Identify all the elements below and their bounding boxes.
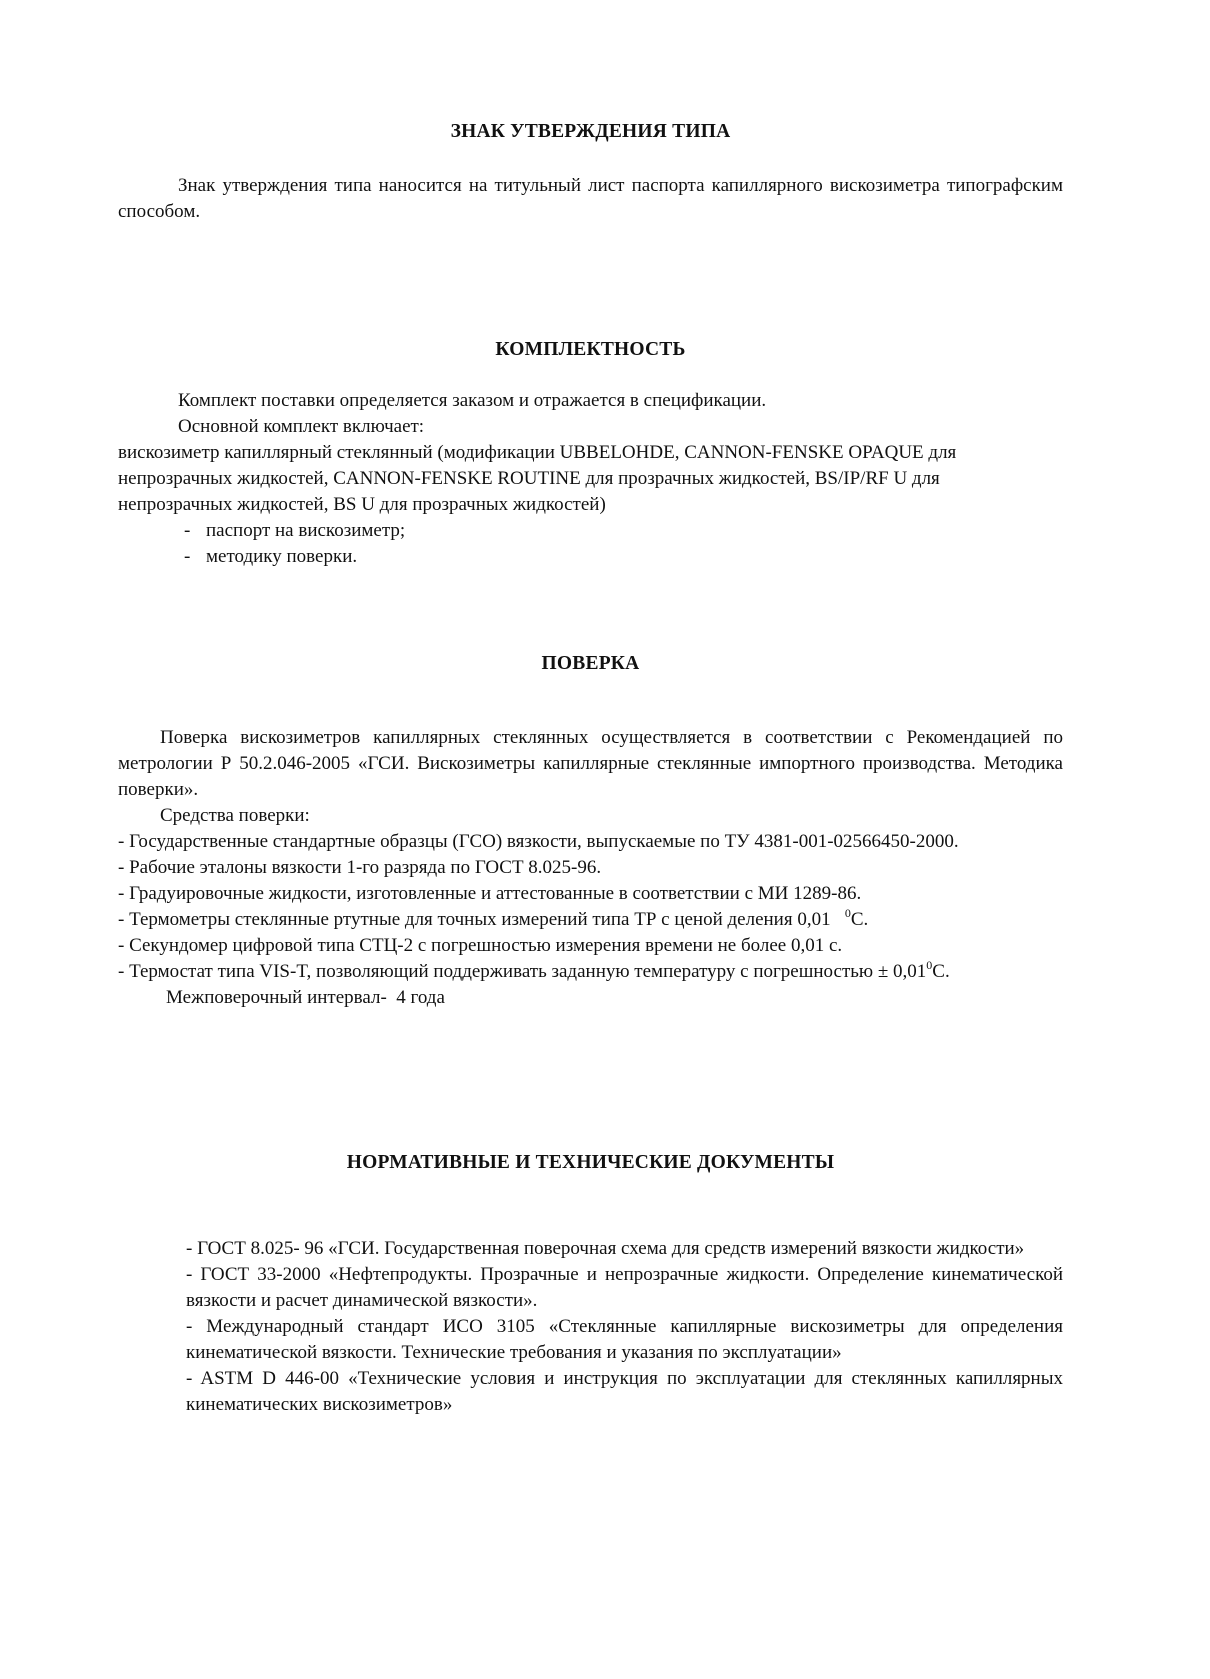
heading-completeness: КОМПЛЕКТНОСТЬ — [495, 339, 686, 360]
thermometer-unit: С. — [850, 909, 869, 930]
verification-interval: Межповерочный интервал- 4 года — [166, 987, 445, 1008]
degree-superscript: 0 — [926, 958, 933, 972]
completeness-line-order: Комплект поставки определяется заказом и отражается в спецификации. — [178, 390, 767, 411]
verification-means-calibration-liquids: - Градуировочные жидкости, изготовленные и аттестованные в соответствии с МИ 1289-86. — [118, 883, 862, 904]
heading-type-approval-mark: ЗНАК УТВЕРЖДЕНИЯ ТИПА — [450, 121, 731, 142]
normative-doc-astm-d446: - ASTM D 446-00 «Технические условия и инструкция по эксплуатации для стеклянных капиллярных кинематических вискозиметров» — [186, 1368, 1063, 1415]
normative-doc-gost-8-025: - ГОСТ 8.025- 96 «ГСИ. Государственная поверочная схема для средств измерений вязкости жидкости» — [186, 1238, 1025, 1259]
normative-doc-iso-3105: - Международный стандарт ИСО 3105 «Стеклянные капиллярные вискозиметры для определения кинематической вязкости. Технические требования и указания по эксплуатации» — [186, 1316, 1063, 1363]
section-type-approval-mark — [118, 173, 1063, 225]
heading-normative-documents: НОРМАТИВНЫЕ И ТЕХНИЧЕСКИЕ ДОКУМЕНТЫ — [346, 1152, 835, 1173]
verification-means-thermostat — [118, 959, 1063, 985]
completeness-item-method-text: методику поверки. — [206, 546, 358, 567]
thermometers-text: - Термометры стеклянные ртутные для точных измерений типа ТР с ценой деления 0,01 — [118, 909, 831, 930]
verification-means-stopwatch: - Секундомер цифровой типа СТЦ-2 с погрешностью измерения времени не более 0,01 с. — [118, 935, 843, 956]
thermostat-unit: С. — [932, 961, 950, 982]
bullet-dash: - — [184, 520, 191, 541]
verification-paragraph: Поверка вискозиметров капиллярных стеклянных осуществляется в соответствии с Рекомендацией по метрологии Р 50.2.046-2005 «ГСИ. Вискозиметры капиллярные стеклянные импортного производства. Методика поверки». — [118, 727, 1063, 800]
type-mark-paragraph: Знак утверждения типа наносится на титульный лист паспорта капиллярного вискозиметра типографским способом. — [118, 175, 1063, 222]
completeness-line-viscometer: вискозиметр капиллярный стеклянный (модификации UBBELOHDE, CANNON-FENSKE OPAQUE для непрозрачных жидкостей, CANNON-FENSKE ROUTINE для прозрачных жидкостей, BS/IP/RF U для непрозрачных жидкостей, BS U для прозрачных жидкостей) — [118, 442, 957, 515]
section-normative-documents — [186, 1236, 1063, 1418]
normative-doc-gost-33: - ГОСТ 33-2000 «Нефтепродукты. Прозрачные и непрозрачные жидкости. Определение кинематической вязкости и расчет динамической вязкости». — [186, 1264, 1063, 1311]
section-completeness — [118, 388, 1063, 570]
section-verification — [118, 725, 1063, 1011]
verification-means-gso: - Государственные стандартные образцы (ГСО) вязкости, выпускаемые по ТУ 4381-001-02566450-2000. — [118, 831, 959, 852]
bullet-dash: - — [184, 546, 191, 567]
degree-superscript: 0 — [844, 906, 851, 920]
completeness-line-basic-set: Основной комплект включает: — [178, 416, 425, 437]
verification-means-label: Средства поверки: — [160, 805, 310, 826]
completeness-item-passport — [118, 518, 1063, 544]
completeness-item-method — [118, 544, 1063, 570]
thermostat-text: - Термостат типа VIS-T, позволяющий поддерживать заданную температуру с погрешностью ± 0,01 — [118, 961, 927, 982]
completeness-item-passport-text: паспорт на вискозиметр; — [206, 520, 406, 541]
verification-means-standards: - Рабочие эталоны вязкости 1-го разряда по ГОСТ 8.025-96. — [118, 857, 602, 878]
heading-verification: ПОВЕРКА — [541, 653, 640, 674]
verification-means-thermometers — [118, 907, 1063, 933]
